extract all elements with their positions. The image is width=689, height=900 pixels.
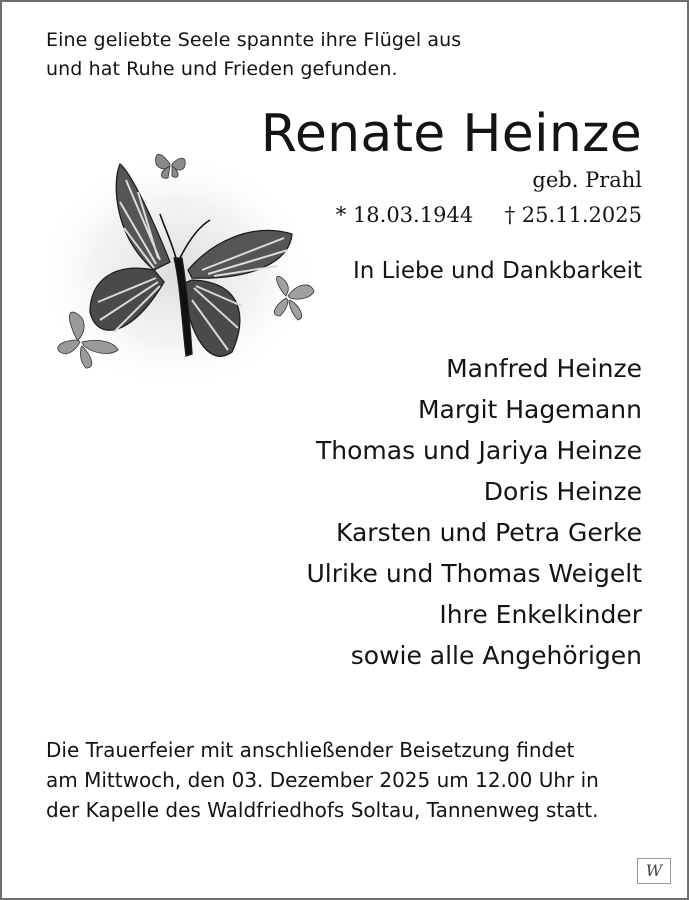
publisher-logo: W (637, 858, 671, 884)
mourner-name: Manfred Heinze (446, 354, 642, 383)
intro-verse (46, 26, 461, 84)
maiden-name: geb. Prahl (532, 168, 642, 192)
butterfly-artwork (42, 142, 332, 402)
mourner-name: sowie alle Angehörigen (350, 641, 642, 670)
mourner-name: Ihre Enkelkinder (439, 600, 642, 629)
intro-line-1: Eine geliebte Seele spannte ihre Flügel aus (46, 29, 462, 51)
service-line-3: der Kapelle des Waldfriedhofs Soltau, Tannenweg statt. (46, 798, 599, 822)
mourner-name: Doris Heinze (483, 477, 642, 506)
mourner-name: Thomas und Jariya Heinze (315, 436, 642, 465)
birth-date: 18.03.1944 (352, 203, 474, 227)
service-line-2: am Mittwoch, den 03. Dezember 2025 um 12.00 Uhr in (46, 768, 599, 792)
mourner-name: Karsten und Petra Gerke (336, 518, 642, 547)
service-line-1: Die Trauerfeier mit anschließender Beisetzung findet (46, 738, 575, 762)
death-symbol: † (504, 203, 516, 227)
birth-symbol: * (335, 203, 347, 227)
dedication-line: In Liebe und Dankbarkeit (352, 258, 642, 284)
life-dates (336, 200, 642, 230)
death-date: 25.11.2025 (521, 203, 642, 227)
mourners-list (306, 348, 642, 676)
mourner-name: Ulrike und Thomas Weigelt (306, 559, 642, 588)
service-details (46, 735, 599, 825)
intro-line-2: und hat Ruhe und Frieden gefunden. (46, 58, 398, 80)
deceased-name: Renate Heinze (260, 104, 642, 164)
mourner-name: Margit Hagemann (417, 395, 642, 424)
